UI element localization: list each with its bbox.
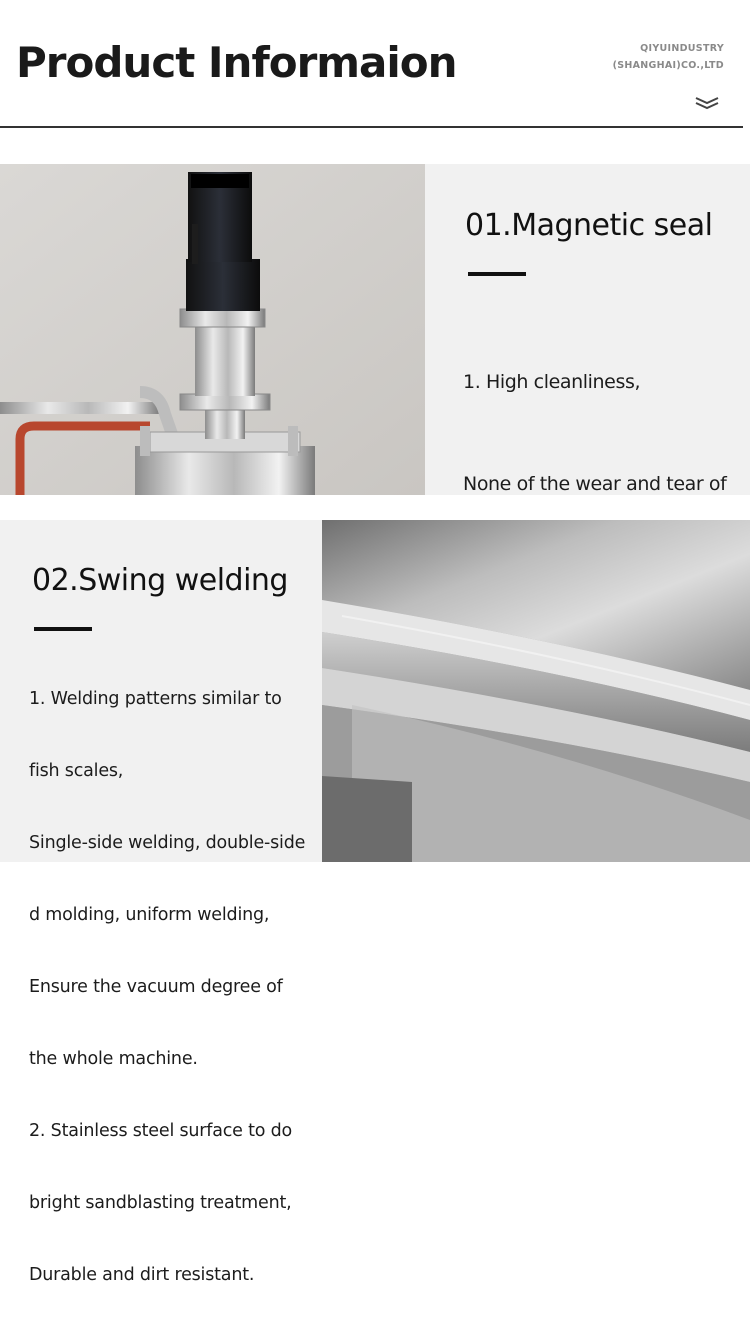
swing-welding-section — [0, 520, 750, 1285]
page-title: Product Informaion — [16, 38, 457, 87]
description-line: Ensure the vacuum degree of — [29, 977, 283, 997]
section-description — [29, 639, 305, 1335]
description-line: None of the wear and tear of — [463, 473, 727, 495]
company-line-1: QIYUINDUSTRY — [640, 43, 724, 54]
description-line: d molding, uniform welding, — [29, 905, 270, 925]
description-line: 1. High cleanliness, — [463, 371, 641, 393]
heading-underline — [468, 272, 526, 276]
section-heading: 02.Swing welding — [32, 563, 288, 598]
description-line: Durable and dirt resistant. — [29, 1265, 255, 1285]
description-line: the whole machine. — [29, 1049, 198, 1069]
magnetic-seal-section — [0, 164, 750, 495]
company-line-2: (SHANGHAI)CO.,LTD — [612, 60, 724, 71]
description-line: 1. Welding patterns similar to — [29, 689, 282, 709]
page-header — [0, 0, 750, 130]
description-line: Single-side welding, double-side — [29, 833, 306, 853]
header-divider — [0, 126, 743, 128]
section-heading: 01.Magnetic seal — [465, 208, 713, 243]
swing-welding-photo — [322, 520, 750, 862]
magnetic-seal-photo — [0, 164, 425, 495]
double-chevron-down-icon — [694, 96, 720, 110]
description-line: fish scales, — [29, 761, 124, 781]
company-name — [613, 40, 724, 74]
description-line: bright sandblasting treatment, — [29, 1193, 292, 1213]
heading-underline — [34, 627, 92, 631]
description-line: 2. Stainless steel surface to do — [29, 1121, 293, 1141]
